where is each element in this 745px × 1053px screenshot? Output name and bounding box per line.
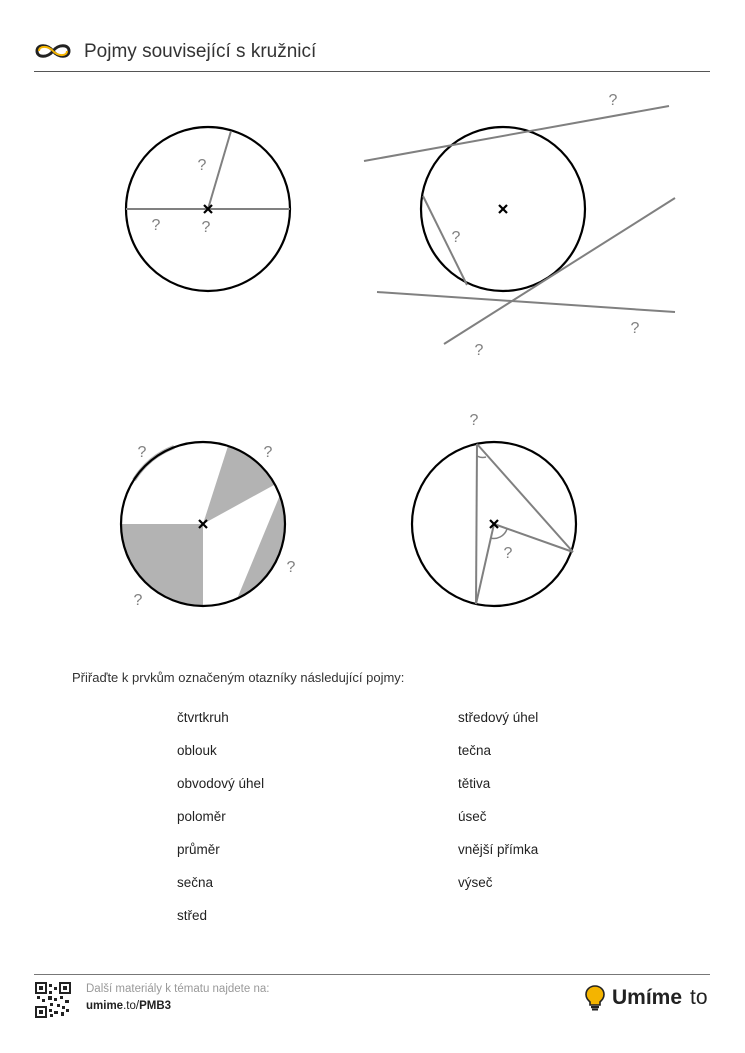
term-item: oblouk (177, 743, 217, 758)
inscribed-angle-side-1 (476, 444, 477, 604)
term-item: tětiva (458, 776, 491, 791)
term-item: výseč (458, 875, 493, 890)
question-mark: ? (469, 412, 479, 429)
term-item: vnější přímka (458, 842, 539, 857)
figure-diameter-radius (126, 127, 290, 291)
footer-link-domain: umime (86, 1000, 124, 1012)
qr-code-icon[interactable] (35, 982, 71, 1018)
external-line (377, 292, 675, 312)
question-mark: ? (197, 157, 207, 174)
segment-fill (237, 495, 285, 599)
question-mark: ? (286, 559, 296, 576)
inscribed-angle-arc (477, 456, 486, 457)
footer-divider (34, 974, 710, 975)
radius-line (208, 131, 231, 209)
instruction-text: Přiřaďte k prvkům označeným otazníky následující pojmy: (72, 670, 405, 685)
footer-more-materials: Další materiály k tématu najdete na: (86, 983, 270, 995)
brand-name: Umíme (612, 986, 683, 1009)
secant-line (364, 106, 669, 161)
center-mark-2 (499, 205, 507, 213)
term-item: úseč (458, 809, 487, 824)
footer-link[interactable] (86, 1000, 269, 1012)
question-mark: ? (451, 229, 461, 246)
tangent-line (444, 198, 675, 344)
lightbulb-icon (585, 985, 605, 1011)
brand-suffix: to (690, 986, 708, 1009)
figure-areas (121, 442, 296, 609)
page-title: Pojmy související s kružnicí (84, 41, 317, 62)
footer-info (86, 983, 269, 1012)
question-mark: ? (137, 444, 147, 461)
terms-list-right (458, 710, 538, 908)
term-item: poloměr (177, 809, 226, 824)
figure-angles (412, 412, 576, 606)
term-item: sečna (177, 875, 214, 890)
term-item: čtvrtkruh (177, 710, 229, 725)
term-item: obvodový úhel (177, 776, 265, 791)
question-mark: ? (151, 217, 161, 234)
term-item: průměr (177, 842, 220, 857)
question-mark: ? (133, 592, 143, 609)
terms-list-left (177, 710, 264, 941)
term-item: střed (177, 908, 208, 923)
figure-lines (364, 92, 675, 359)
question-mark: ? (201, 219, 211, 236)
term-item: středový úhel (458, 710, 539, 725)
question-mark: ? (608, 92, 618, 109)
question-mark: ? (263, 444, 273, 461)
question-mark: ? (503, 545, 513, 562)
footer-link-tld: .to/ (123, 1000, 140, 1012)
term-item: tečna (458, 743, 492, 758)
question-mark: ? (474, 342, 484, 359)
question-mark: ? (630, 320, 640, 337)
footer-link-code: PMB3 (139, 1000, 172, 1012)
central-angle-side-1 (476, 524, 494, 604)
